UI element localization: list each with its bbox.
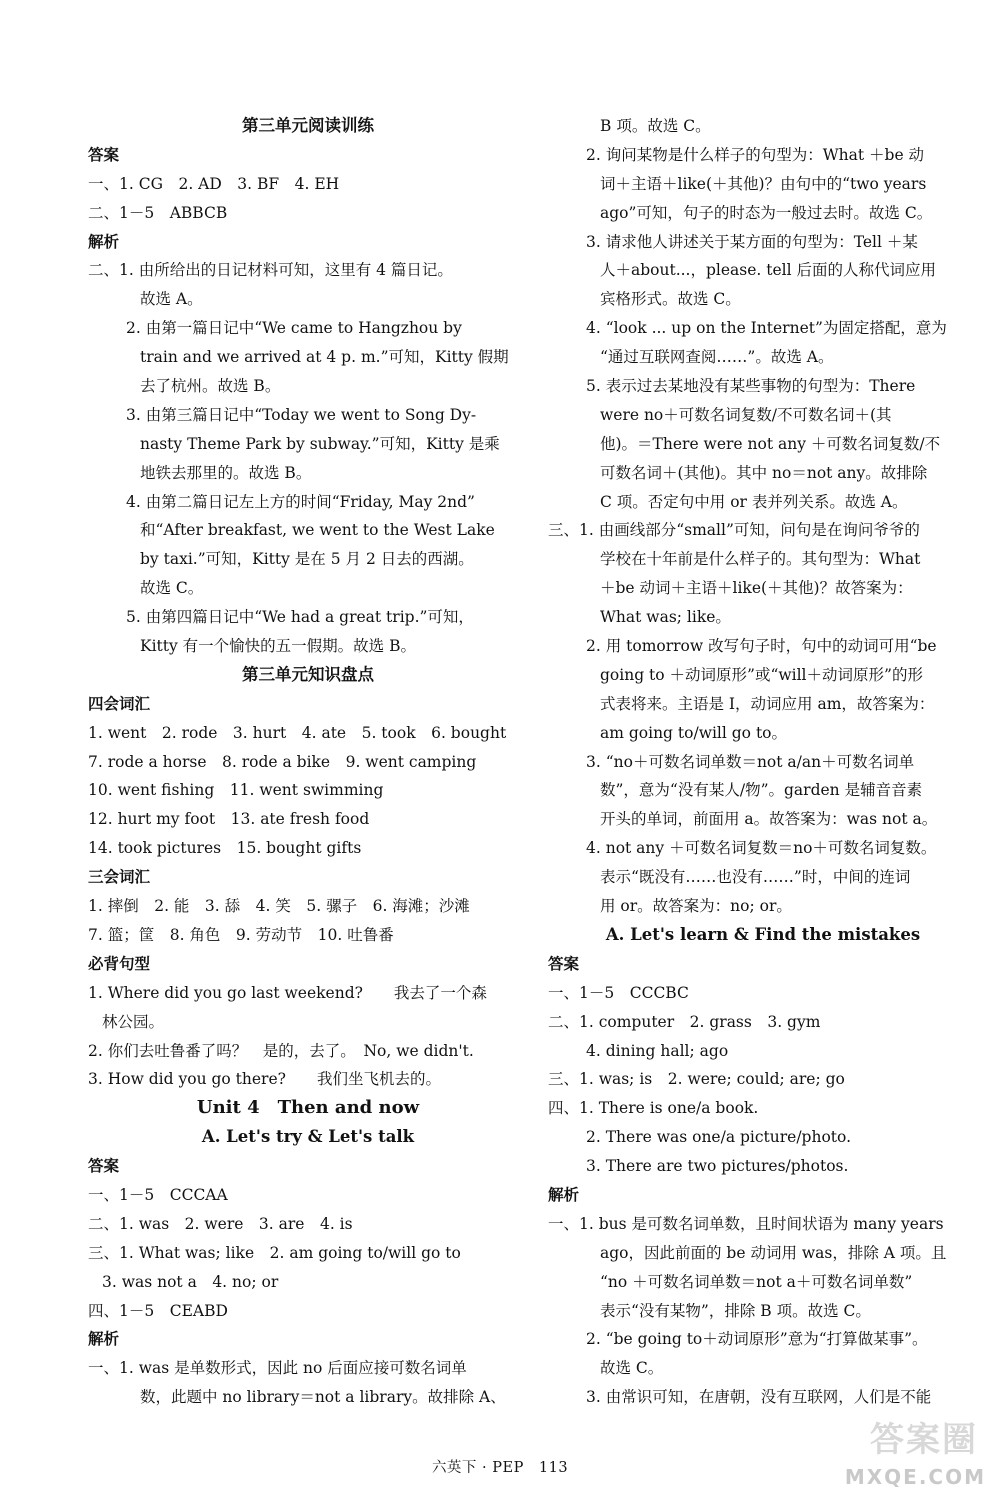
section-title: A. Let's try & Let's talk [201, 1127, 415, 1147]
text-line: 学校在十年前是什么样子的。其句型为：What [600, 550, 921, 569]
text-line: 4. “look ... up on the Internet”为固定搭配，意为 [586, 319, 947, 338]
text-line: 10. went fishing 11. went swimming [88, 781, 384, 800]
section-title: 第三单元阅读训练 [242, 116, 374, 135]
text-line: 3. was not a 4. no; or [102, 1272, 279, 1291]
section-heading: 必背句型 [88, 953, 151, 973]
section-heading: 答案 [548, 953, 580, 973]
left-column [88, 112, 528, 1412]
text-line: 他)。＝There were not any ＋可数名词复数/不 [600, 434, 941, 453]
section-heading: 答案 [88, 144, 120, 164]
text-line: 二、1. 由所给出的日记材料可知，这里有 4 篇日记。 [88, 261, 453, 280]
text-line: nasty Theme Park by subway.”可知，Kitty 是乘 [140, 434, 500, 453]
text-line: 词＋主语＋like(＋其他)？由句中的“two years [600, 174, 927, 193]
text-line: 1. Where did you go last weekend? 我去了一个森 [88, 983, 487, 1002]
text-line: going to ＋动词原形”或“will＋动词原形”的形 [600, 665, 923, 684]
text-line: 一、1. CG 2. AD 3. BF 4. EH [88, 174, 340, 193]
text-line: 表示“没有某物”，排除 B 项。故选 C。 [600, 1301, 871, 1320]
text-line: 3. How did you go there? 我们坐飞机去的。 [88, 1070, 441, 1089]
text-line: 3. 由常识可知，在唐朝，没有互联网，人们是不能 [586, 1388, 932, 1407]
watermark-logo: 答案圈 [870, 1420, 978, 1460]
text-line: 4. not any ＋可数名词复数＝no＋可数名词复数。 [586, 839, 937, 858]
text-line: 人＋about...，please. tell 后面的人称代词应用 [600, 261, 937, 280]
text-line: 一、1－5 CCCAA [88, 1185, 228, 1204]
text-line: 5. 由第四篇日记中“We had a great trip.”可知， [126, 608, 474, 627]
section-title: Unit 4 Then and now [196, 1097, 420, 1119]
text-line: ago”可知，句子的时态为一般过去时。故选 C。 [600, 203, 933, 222]
text-line: 3. 由第三篇日记中“Today we went to Song Dy- [126, 405, 477, 424]
text-line: train and we arrived at 4 p. m.”可知，Kitty 假期 [140, 348, 509, 367]
text-line: 用 or。故答案为：no; or。 [600, 897, 792, 916]
text-line: 1. went 2. rode 3. hurt 4. ate 5. took 6. bought [88, 723, 507, 742]
text-line: 4. dining hall; ago [586, 1041, 729, 1060]
text-line: 三、1. 由画线部分“small”可知，问句是在询问爷爷的 [548, 521, 920, 540]
text-line: 二、1. computer 2. grass 3. gym [548, 1012, 821, 1031]
text-line: 四、1－5 CEABD [88, 1301, 228, 1320]
text-line: 宾格形式。故选 C。 [600, 290, 741, 309]
text-line: 林公园。 [102, 1012, 165, 1031]
text-line: 一、1－5 CCCBC [548, 983, 689, 1002]
text-line: 3. 请求他人讲述关于某方面的句型为：Tell ＋某 [586, 232, 918, 251]
section-heading: 解析 [548, 1184, 580, 1204]
text-line: 2. “be going to＋动词原形”意为“打算做某事”。 [586, 1330, 928, 1349]
text-line: 7. rode a horse 8. rode a bike 9. went camping [88, 752, 477, 771]
section-heading: 解析 [88, 231, 120, 251]
text-line: 3. There are two pictures/photos. [586, 1157, 849, 1176]
text-line: 三、1. was; is 2. were; could; are; go [548, 1070, 845, 1089]
text-line: 二、1－5 ABBCB [88, 203, 228, 222]
text-line: 一、1. was 是单数形式，因此 no 后面应接可数名词单 [88, 1359, 467, 1378]
text-line: 5. 表示过去某地没有某些事物的句型为：There [586, 377, 916, 396]
text-line: “通过互联网查阅……”。故选 A。 [600, 348, 834, 367]
text-line: am going to/will go to。 [600, 723, 787, 742]
text-line: 2. 询问某物是什么样子的句型为：What ＋be 动 [586, 145, 925, 164]
text-line: 表示“既没有……也没有……”时，中间的连词 [600, 868, 911, 887]
text-line: Kitty 有一个愉快的五一假期。故选 B。 [140, 637, 416, 656]
text-line: 二、1. was 2. were 3. are 4. is [88, 1214, 353, 1233]
text-line: 2. 你们去吐鲁番了吗？ 是的，去了。 No, we didn't. [88, 1041, 474, 1060]
section-title: 第三单元知识盘点 [242, 664, 374, 684]
text-line: 三、1. What was; like 2. am going to/will go to [88, 1243, 461, 1262]
right-column [548, 112, 978, 1412]
text-line: 数”，意为“没有某人/物”。garden 是辅音音素 [600, 781, 923, 800]
text-line: C 项。否定句中用 or 表并列关系。故选 A。 [600, 492, 908, 511]
text-line: 可数名词＋(其他)。其中 no＝not any。故排除 [600, 463, 928, 482]
section-title: A. Let's learn & Find the mistakes [605, 924, 921, 944]
text-line: 地铁去那里的。故选 B。 [140, 463, 312, 482]
text-line: B 项。故选 C。 [600, 117, 711, 135]
text-line: 开头的单词，前面用 a。故答案为：was not a。 [600, 810, 938, 829]
text-line: 3. “no＋可数名词单数＝not a/an＋可数名词单 [586, 752, 915, 771]
text-line: 2. There was one/a picture/photo. [586, 1128, 852, 1147]
text-line: 1. 摔倒 2. 能 3. 舔 4. 笑 5. 骡子 6. 海滩；沙滩 [88, 897, 470, 916]
text-line: 一、1. bus 是可数名词单数，且时间状语为 many years [548, 1214, 944, 1233]
section-heading: 四会词汇 [88, 693, 151, 713]
text-line: 14. took pictures 15. bought gifts [88, 839, 362, 858]
text-line: 故选 A。 [140, 290, 203, 309]
watermark: MXQE.COM [844, 1465, 986, 1489]
text-line: 式表将来。主语是 I，动词应用 am，故答案为： [600, 694, 935, 713]
text-line: 4. 由第二篇日记左上方的时间“Friday, May 2nd” [126, 492, 475, 511]
text-line: 2. 由第一篇日记中“We came to Hangzhou by [126, 319, 462, 338]
text-line: 2. 用 tomorrow 改写句子时，句中的动词可用“be [586, 637, 937, 656]
text-line: ago，因此前面的 be 动词用 was，排除 A 项。且 [600, 1243, 947, 1262]
section-heading: 三会词汇 [88, 867, 151, 887]
text-line: 去了杭州。故选 B。 [140, 377, 281, 396]
section-heading: 答案 [88, 1156, 120, 1176]
text-line: 和“After breakfast, we went to the West Lake [140, 521, 495, 540]
text-line: What was; like。 [600, 608, 731, 627]
text-line: “no ＋可数名词单数＝not a＋可数名词单数” [600, 1272, 913, 1291]
section-heading: 解析 [88, 1329, 120, 1349]
text-line: 数，此题中 no library＝not a library。故排除 A、 [140, 1388, 506, 1407]
text-line: ＋be 动词＋主语＋like(＋其他)？故答案为： [600, 579, 913, 598]
text-line: by taxi.”可知，Kitty 是在 5 月 2 日去的西湖。 [140, 550, 474, 569]
text-line: were no＋可数名词复数/不可数名词＋(其 [600, 405, 892, 424]
text-line: 故选 C。 [600, 1359, 664, 1378]
page-footer: 六英下 · PEP 113 [431, 1460, 569, 1476]
text-line: 四、1. There is one/a book. [548, 1099, 759, 1118]
text-line: 故选 C。 [140, 579, 204, 598]
text-line: 12. hurt my foot 13. ate fresh food [88, 810, 370, 829]
text-line: 7. 篮；筐 8. 角色 9. 劳动节 10. 吐鲁番 [88, 925, 394, 944]
